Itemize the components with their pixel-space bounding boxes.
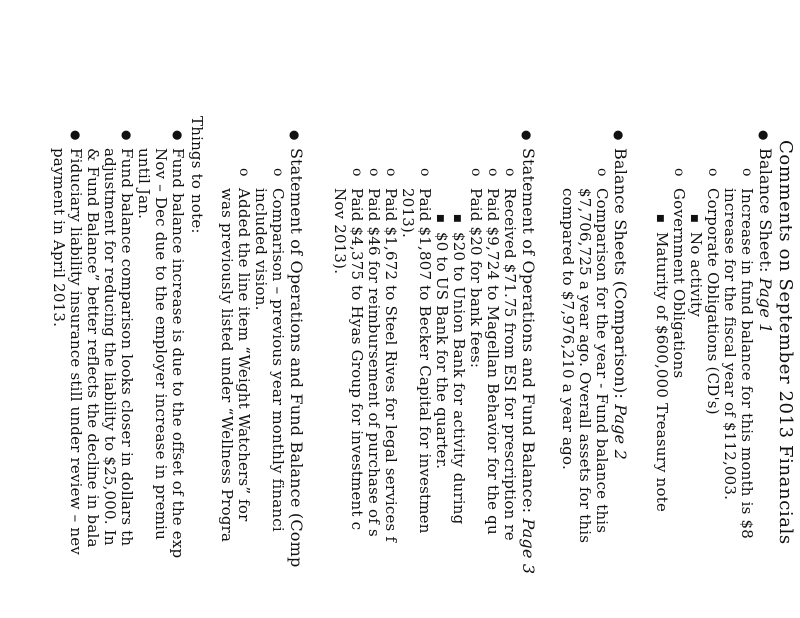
list-item: Fund balance increase is due to the offset of the exp: [169, 148, 187, 559]
list-item: Nov – Dec due to the employer increase in premiu: [152, 148, 170, 540]
section-heading: Balance Sheet:: [756, 148, 775, 273]
bullet-disc: [169, 130, 186, 140]
list-item: Received $71.75 from ESI for prescription re: [501, 188, 519, 541]
list-item: Government Obligations: [670, 188, 688, 379]
bullet-circle: [593, 168, 610, 176]
list-item: increase for the fiscal year of $112,003.: [721, 188, 739, 501]
list-item: Corporate Obligations (CD's): [704, 188, 722, 415]
bullet-circle: [501, 168, 518, 176]
list-item: $0 to US Bank for the quarter.: [433, 232, 451, 470]
list-item: & Fund Balance” better reflects the decline in bala: [84, 148, 102, 548]
list-item: Paid $20 for bank fees:: [467, 188, 485, 369]
section-heading: Statement of Operations and Fund Balance:: [519, 148, 538, 514]
bullet-circle: [348, 168, 365, 176]
bullet-circle: [269, 168, 286, 176]
list-item: Fiduciary liability insurance still under review – nev: [67, 148, 85, 555]
list-item: $7,706,725 a year ago. Overall assets for this: [576, 188, 594, 544]
bullet-disc: [286, 130, 303, 140]
bullet-circle: [704, 168, 721, 176]
bullet-square: [448, 214, 467, 223]
bullet-circle: [416, 168, 433, 176]
list-item: Fund balance comparison looks closer in dollars th: [118, 148, 136, 547]
bullet-disc: [118, 130, 135, 140]
bullet-disc: [610, 130, 627, 140]
list-item: adjustment for reducing the liability to $25,000. In: [101, 148, 119, 546]
list-item: was previously listed under “Wellness Progra: [218, 188, 236, 543]
document-page: [0, 110, 800, 618]
bullet-disc: [518, 130, 535, 140]
section-balance-comparison: [612, 148, 629, 460]
list-item: Increase in fund balance for this month is $8: [738, 188, 756, 539]
section-operations: [520, 148, 537, 574]
list-item: No activity: [687, 232, 705, 318]
bullet-circle: [365, 168, 382, 176]
bullet-circle: [467, 168, 484, 176]
page-reference: Page 2: [611, 404, 630, 460]
list-item: Comparison for the year - Fund balance this: [593, 188, 611, 534]
list-item: until Jan.: [135, 148, 153, 220]
list-item: Paid $9,724 to Magellan Behavior for the qu: [484, 188, 502, 535]
notes-heading: Things to note:: [188, 116, 206, 234]
list-item: $20 to Union Bank for activity during: [450, 232, 468, 525]
list-item: Comparison – previous year monthly financi: [269, 188, 287, 532]
list-item: included vision.: [252, 188, 270, 311]
list-item: Paid $1,807 to Becker Capital for investmen: [416, 188, 434, 534]
bullet-circle: [670, 168, 687, 176]
list-item: Paid $46 for reimbursement of purchase of s: [365, 188, 383, 537]
list-item: compared to $7,976,210 a year ago.: [559, 188, 577, 470]
bullet-circle: [738, 168, 755, 176]
list-item: 2013).: [399, 188, 417, 238]
page-reference: Page 3: [519, 518, 538, 575]
bullet-disc: [67, 130, 84, 140]
bullet-circle: [235, 168, 252, 176]
list-item: Nov 2013).: [331, 188, 349, 275]
list-item: payment in April 2013.: [50, 148, 68, 328]
list-item: Maturity of $600,000 Treasury note: [653, 232, 671, 513]
section-heading: Balance Sheets (Comparison):: [611, 148, 630, 399]
list-item: Added the line item “Weight Watchers” for: [235, 188, 253, 522]
list-item: Paid $4,375 to Hyas Group for investment c: [348, 188, 366, 531]
bullet-square: [651, 214, 670, 223]
document-title: Comments on September 2013 Financials: [775, 140, 796, 545]
section-balance-sheet: [757, 148, 774, 334]
bullet-disc: [755, 130, 772, 140]
bullet-circle: [484, 168, 501, 176]
section-operations-comparison: Statement of Operations and Fund Balance (Comp: [287, 148, 306, 568]
bullet-circle: [382, 168, 399, 176]
list-item: Paid $1,672 to Steel Rives for legal services f: [382, 188, 400, 543]
page-reference: Page 1: [756, 277, 775, 334]
